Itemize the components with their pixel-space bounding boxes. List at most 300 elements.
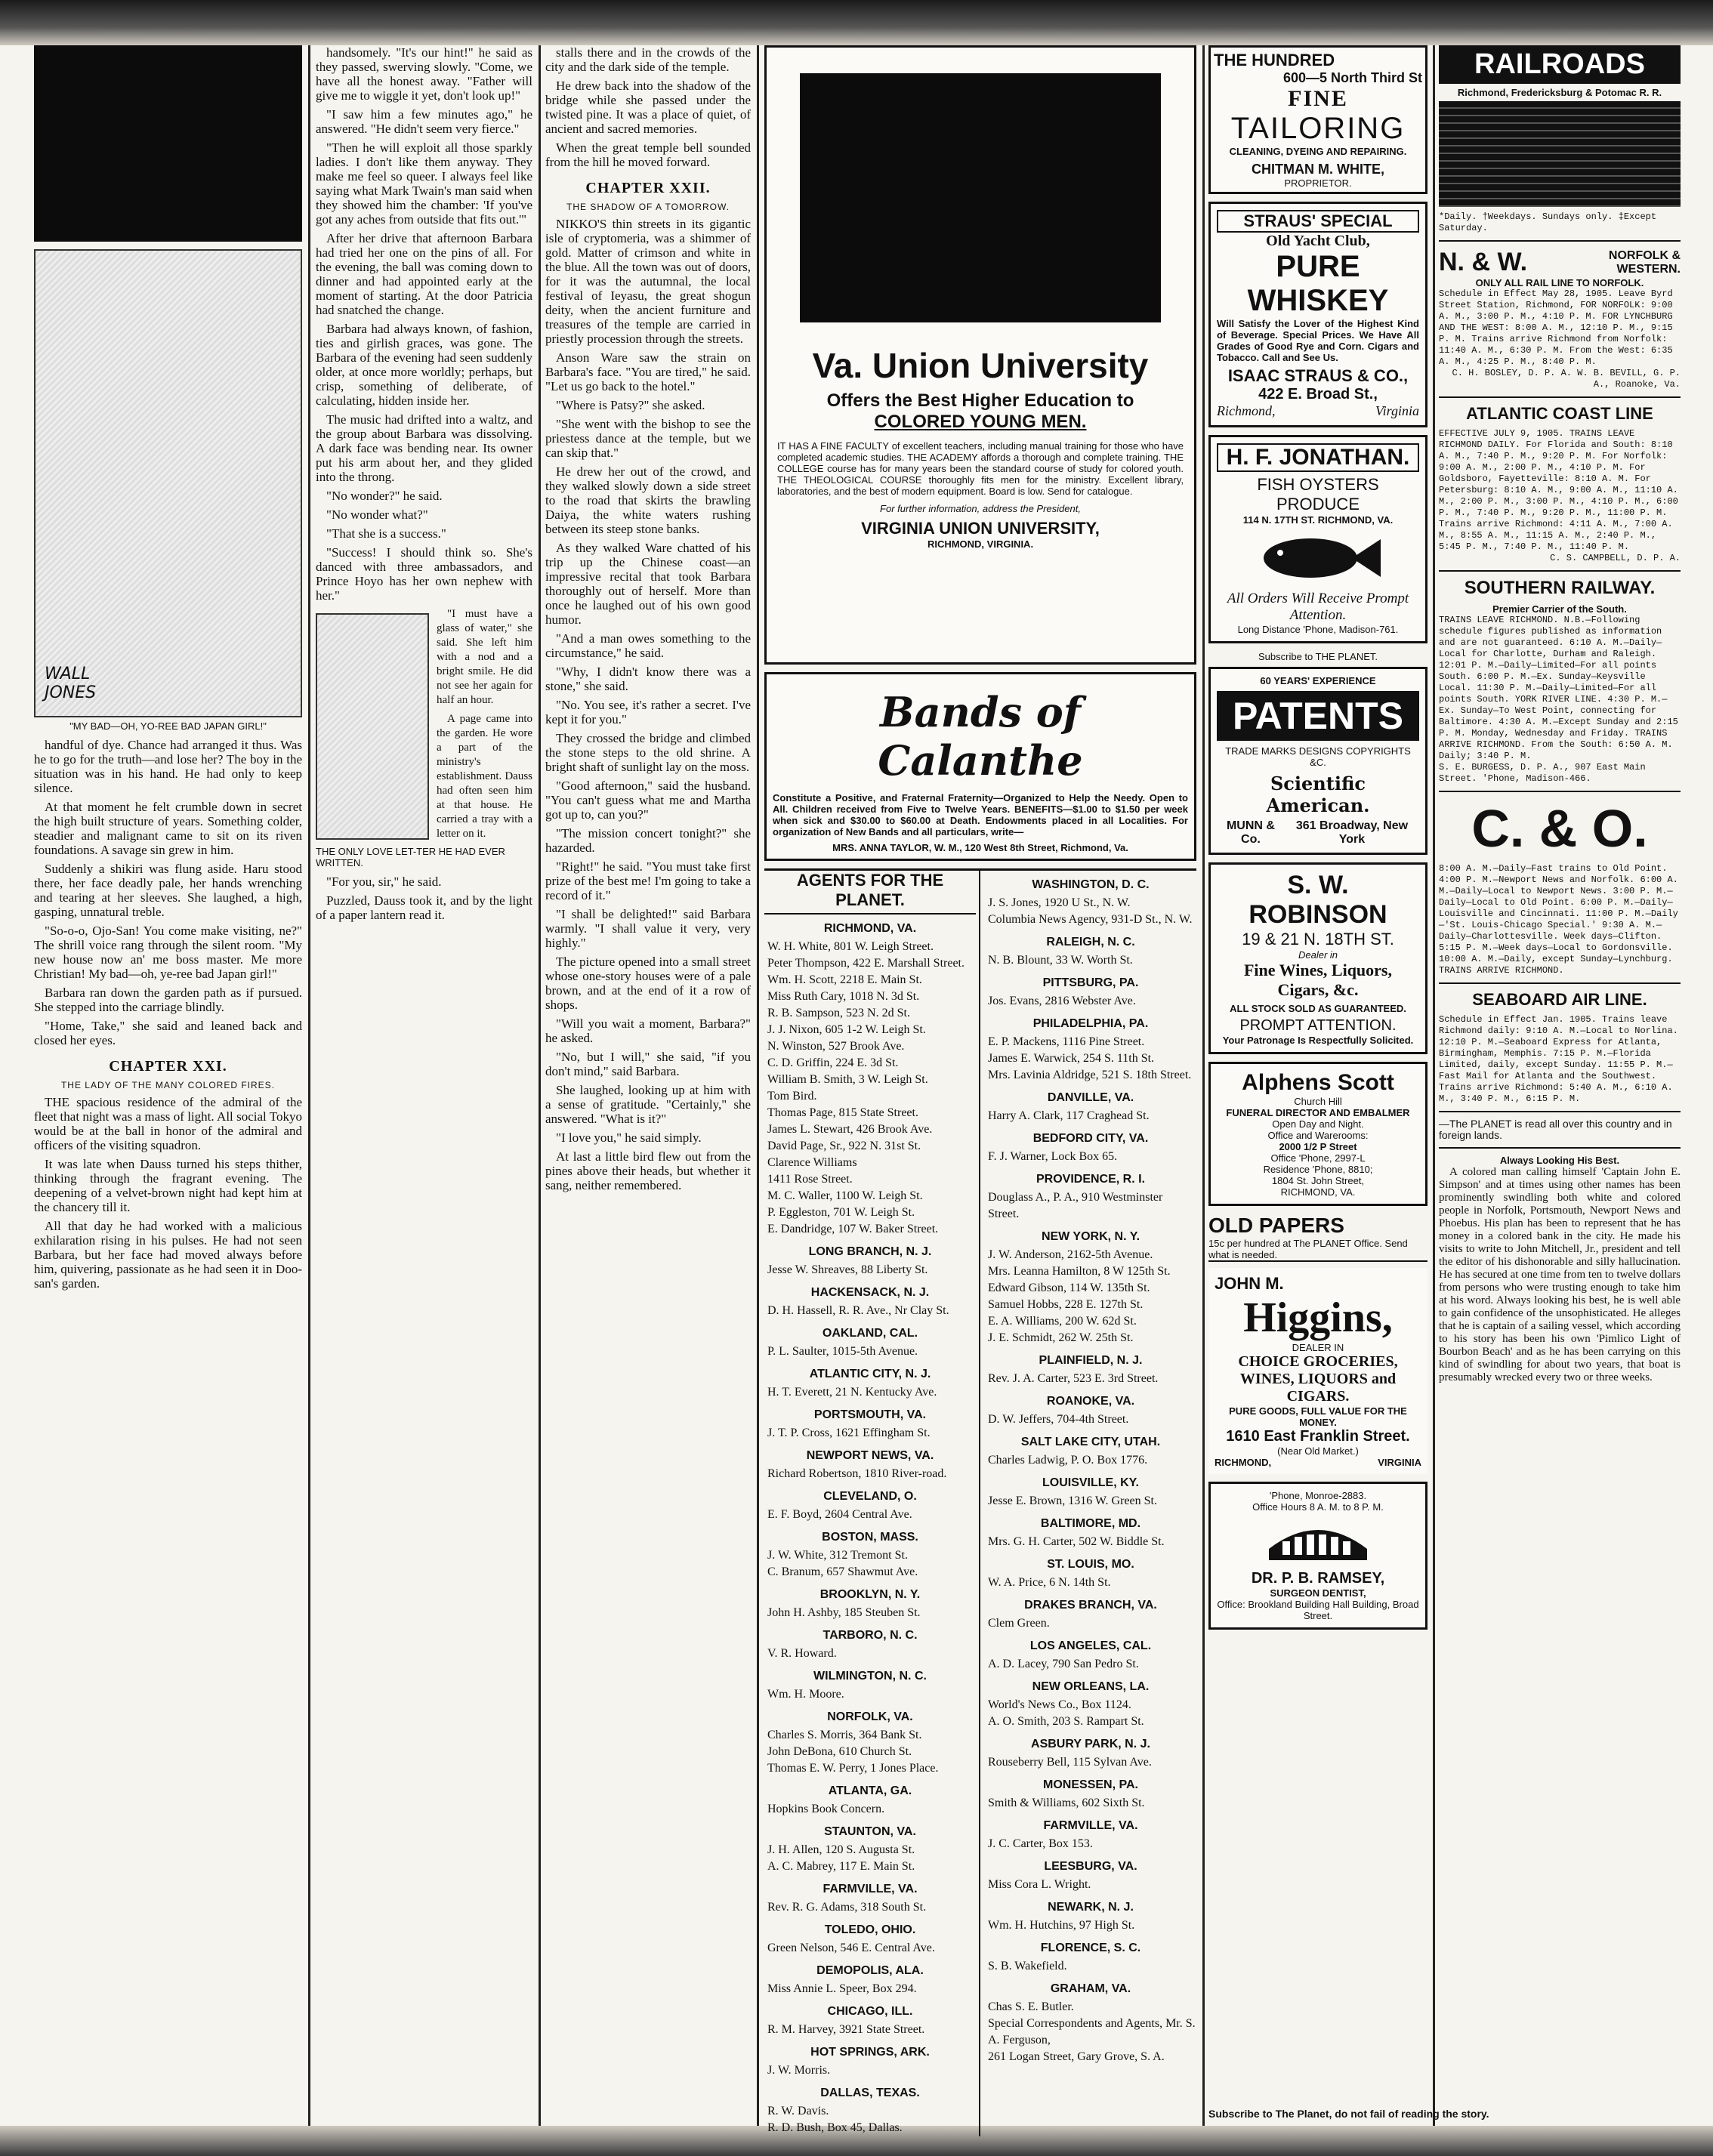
agent-city: DANVILLE, VA. (1047, 1091, 1134, 1104)
southern-sub: Premier Carrier of the South. (1492, 603, 1627, 615)
agent-entry: C. D. Griffin, 224 E. 3d St. (767, 1056, 899, 1069)
paragraph: She laughed, looking up at him with a sense of gratitude. "Certainly," she answered. "What is it?" (545, 1083, 751, 1126)
jonathan-name: H. F. JONATHAN. (1217, 443, 1419, 472)
ad-subtitle-2: COLORED YOUNG MEN. (874, 412, 1087, 432)
agent-city: LOUISVILLE, KY. (1042, 1476, 1139, 1489)
agent-entry: R. B. Sampson, 523 N. 2d St. (767, 1007, 910, 1019)
story-text (545, 217, 751, 1192)
paragraph: "Will you wait a moment, Barbara?" he asked. (545, 1016, 751, 1045)
paragraph: Barbara had always known, of fashion, ties and girlish graces, was gone. The Barbara of the evening had seen suddenly older, at once more worldly; perhaps, but crisp, something of deliberate, of calculating, hidden inside her. (316, 322, 532, 408)
nw-body: Schedule in Effect May 28, 1905. Leave Byrd Street Station, Richmond, FOR NORFOLK: 9:00 A. M., 3:00 P. M., 4:10 P. M. FOR LYNCHBURG AND THE WEST: 8:00 A. M., 12:10 P. M., 9:15 P. M. Trains arrive Richmond from Norfolk: 11:40 A. M., 6:30 P. M. From the West: 6:35 A. M., 4:25 P. M., 8:40 P. M. (1439, 288, 1673, 367)
agent-city: GRAHAM, VA. (1050, 1982, 1131, 1995)
paragraph: "Success! I should think so. She's danced with three ambassadors, and Prince Hoyo has her own nephew with her." (316, 545, 532, 603)
paragraph: It was late when Dauss turned his steps thither, thinking through the fragrant evening. The deepening of a velvet-brown night had kept him at the chancery till it. (34, 1157, 302, 1214)
southern-title: SOUTHERN RAILWAY. (1464, 578, 1656, 598)
paragraph: "I love you," he said simply. (556, 1130, 702, 1145)
robinson-guar: ALL STOCK SOLD AS GUARANTEED. (1230, 1003, 1406, 1014)
illustration-love-letter (316, 613, 429, 840)
illustration-caption: "MY BAD—OH, YO-REE BAD JAPAN GIRL!" (69, 720, 267, 732)
agents-section (764, 868, 1196, 2136)
paragraph: handsomely. "It's our hint!" he said as they passed, swerving slowly. "Come, we have all the honest away. "Father will give me to wiggle it yet, don't look up!" (316, 45, 532, 103)
agent-entry: J. S. Jones, 1920 U St., N. W. (988, 896, 1131, 909)
higgins-near: (Near Old Market.) (1277, 1445, 1359, 1457)
agent-entry: James E. Warwick, 254 S. 11th St. (988, 1052, 1155, 1065)
agent-city: DRAKES BRANCH, VA. (1024, 1599, 1157, 1612)
story-text (34, 1095, 302, 1291)
paragraph: At last a little bird flew out from the pines above their heads, but whether it sang, neither remembered. (545, 1149, 751, 1192)
column-5 (1208, 45, 1428, 2126)
patents-marks: TRADE MARKS DESIGNS COPYRIGHTS &C. (1225, 745, 1411, 768)
agent-city: DALLAS, TEXAS. (820, 2087, 920, 2099)
agent-entry: Mrs. G. H. Carter, 502 W. Biddle St. (988, 1535, 1165, 1548)
agent-city: BOSTON, MASS. (822, 1531, 918, 1544)
agent-city: WASHINGTON, D. C. (1032, 878, 1150, 891)
agent-city: BALTIMORE, MD. (1040, 1517, 1141, 1530)
old-papers-note: 15c per hundred at The PLANET Office. Send what is needed. (1208, 1238, 1408, 1260)
agent-city: ATLANTIC CITY, N. J. (809, 1368, 931, 1380)
agent-entry: E. Dandridge, 107 W. Baker Street. (767, 1223, 939, 1235)
paragraph: "I must have a glass of water," she said. She left him with a nod and a bright smile. He did not see her again for half an hour. (437, 608, 532, 706)
ramsey-dentist-ad (1208, 1482, 1428, 1630)
agent-entry: Harry A. Clark, 117 Craghead St. (988, 1109, 1150, 1122)
co-title: C. & O. (1471, 799, 1648, 858)
agent-city: BROOKLYN, N. Y. (819, 1588, 921, 1601)
agent-city: NORFOLK, VA. (827, 1710, 913, 1723)
straus-city-row (1217, 403, 1419, 419)
agents-right (980, 871, 1196, 2136)
agent-city: OAKLAND, CAL. (822, 1327, 918, 1340)
ramsey-phone: 'Phone, Monroe-2883. (1269, 1490, 1367, 1501)
agent-entry: William B. Smith, 3 W. Leigh St. (767, 1073, 928, 1086)
agents-list (764, 922, 976, 2136)
chapter-heading: CHAPTER XXII. (585, 180, 711, 196)
agent-entry: Special Correspondents and Agents, Mr. S. A. Ferguson, (988, 2017, 1196, 2047)
acl-body: EFFECTIVE JULY 9, 1905. TRAINS LEAVE RICHMOND DAILY. For Florida and South: 8:10 A. M., 7:40 P. M., 9:20 P. M. For Norfolk: 9:00 A. M., 2:00 P. M., 4:10 P. M. For Goldsboro, Fayetteville: 8:10 A. M. For Petersburg: 8:10 A. M., 9:00 A. M., 11:10 A. M., 2:00 P. M., 3:00 P. M., 4:10 P. M., 6:00 P. M., 7:40 P. M., 9:20 P. M., 11:00 P. M. Trains arrive Richmond: 4:11 A. M., 7:00 A. M., 8:55 A. M., 11:15 A. M., 2:40 P. M., 5:45 P. M., 7:40 P. M., 11:40 P. M. (1439, 428, 1678, 552)
agent-entry: D. H. Hassell, R. R. Ave., Nr Clay St. (767, 1304, 949, 1317)
scott-open: Open Day and Night. (1272, 1118, 1364, 1130)
ad-place: RICHMOND, VIRGINIA. (927, 538, 1034, 550)
straus-title: PURE WHISKEY (1247, 250, 1389, 317)
agent-entry: Chas S. E. Butler. (988, 2000, 1074, 2013)
divider (1439, 396, 1681, 398)
agent-city: LONG BRANCH, N. J. (808, 1245, 932, 1258)
robinson-goods: Fine Wines, Liquors, Cigars, &c. (1243, 961, 1392, 999)
higgins-name: Higgins, (1243, 1294, 1393, 1341)
agent-entry: C. Branum, 657 Shawmut Ave. (767, 1565, 918, 1578)
agent-entry: David Page, Sr., 922 N. 31st St. (767, 1140, 921, 1152)
ad-title: Va. Union University (812, 346, 1149, 385)
column-rule (1433, 45, 1435, 2126)
agent-entry: Wm. H. Hutchins, 97 High St. (988, 1919, 1135, 1932)
column-4 (764, 45, 1196, 2134)
agent-entry: Douglass A., P. A., 910 Westminster Street. (988, 1191, 1163, 1220)
seaboard-body: Schedule in Effect Jan. 1905. Trains leave Richmond daily: 9:10 A. M.—Local to Norlina. 12:10 P. M.—Seaboard Express for Atlanta, Birmingham, Memphis. 7:15 P. M.—Florida Limited, daily, except Sunday. 11:55 P. M.—Fast Mail for Atlanta and the Southwest. Trains arrive Richmond: 5:40 A. M., 6:10 A. M., 3:40 P. M., 6:15 P. M. (1439, 1014, 1678, 1104)
paragraph: "No wonder what?" (326, 507, 428, 522)
ad-footer: For further information, address the President, (880, 503, 1081, 514)
agent-entry: Miss Ruth Cary, 1018 N. 3d St. (767, 990, 920, 1003)
agent-city: LOS ANGELES, CAL. (1029, 1639, 1152, 1652)
agent-entry: J. T. P. Cross, 1621 Effingham St. (767, 1427, 931, 1439)
higgins-title: CHOICE GROCERIES, WINES, LIQUORS and CIGARS. (1238, 1353, 1398, 1405)
column-3 (545, 45, 751, 2126)
planet-note: —The PLANET is read all over this country and in foreign lands. (1439, 1118, 1672, 1141)
paragraph: THE spacious residence of the admiral of the fleet that night was a mass of light. All social Tokyo would be at the ball in honor of the admiral and officers of the visiting squadron. (34, 1095, 302, 1152)
paragraph: After her drive that afternoon Barbara had tried her one on the pins of all. For the evening, the ball was coming down to dinner and had appointed early at the moment of starting. At the door Patricia had snatched the change. (316, 231, 532, 317)
paragraph: As they walked Ware chatted of his trip up the Chinese coast—an impressive recital that took Barbara thoroughly out of herself. More than once he laughed out of his own good humor. (545, 541, 751, 627)
paragraph: Suddenly a shikiri was flung aside. Haru stood there, her face deadly pale, her hands wrenching and tearing at her sleeves. She laughed, a high, gasping, unnatural treble. (34, 862, 302, 919)
agent-entry: Tom Bird. (767, 1090, 817, 1103)
agent-entry: A. O. Smith, 203 S. Rampart St. (988, 1715, 1144, 1728)
agent-entry: F. J. Warner, Lock Box 65. (988, 1150, 1118, 1163)
blacked-out-masthead (34, 45, 302, 242)
higgins-first: JOHN M. (1215, 1274, 1284, 1293)
paragraph: "Where is Patsy?" she asked. (556, 398, 705, 412)
seaboard-title: SEABOARD AIR LINE. (1472, 990, 1647, 1009)
straus-name: ISAAC STRAUS & CO., (1227, 366, 1409, 385)
divider (1439, 1147, 1681, 1149)
agent-city: LEESBURG, VA. (1044, 1860, 1137, 1873)
tailoring-ad (1208, 45, 1428, 194)
agent-entry: J. W. White, 312 Tremont St. (767, 1549, 908, 1562)
agent-city: NEWARK, N. J. (1048, 1901, 1134, 1914)
agent-entry: 1411 Rose Street. (767, 1173, 853, 1186)
top-edge (0, 0, 1713, 45)
paragraph: NIKKO'S thin streets in its gigantic isle of cryptomeria, was a shimmer of gold. Matter of crimson and white in the blue. All the town was out of doors, for it was the autumnal, the local festival of Ieyasu, the great shogun deity, when the ancient furniture and treasures of the temple are carried in priestly procession through the streets. (545, 217, 751, 346)
higgins-city: RICHMOND, (1215, 1457, 1272, 1468)
agent-city: NEW YORK, N. Y. (1041, 1230, 1140, 1243)
paragraph: The music had drifted into a waltz, and the group about Barbara was dissolving. A dark face was bending near. Its owner put his arm about her, and they glided into the throng. (316, 412, 532, 484)
agent-entry: J. W. Morris. (767, 2064, 831, 2077)
column-rule (757, 45, 759, 2126)
agent-city: TARBORO, N. C. (823, 1629, 918, 1642)
agent-entry: 261 Logan Street, Gary Grove, S. A. (988, 2050, 1165, 2063)
patents-sci: Scientific American. (1266, 773, 1370, 816)
tailor-fine: FINE (1288, 86, 1348, 111)
agent-entry: Columbia News Agency, 931-D St., N. W. (988, 913, 1193, 926)
agent-entry: R. W. Davis. (767, 2105, 829, 2117)
agent-entry: John H. Ashby, 185 Steuben St. (767, 1606, 921, 1619)
paragraph: All that day he had worked with a malicious exhilaration rising in his pulses. He had not seen Barbara, but her face had moved always before him, quivering, passionate as he had seen it in Doo-san's garden. (34, 1219, 302, 1291)
paragraph: "I shall be delighted!" said Barbara warmly. "I shall value it very, very highly." (545, 907, 751, 950)
agent-city: ROANOKE, VA. (1046, 1395, 1135, 1408)
ad-title: Bands of Calanthe (878, 688, 1083, 785)
agent-entry: Miss Cora L. Wright. (988, 1878, 1091, 1891)
agent-entry: Mrs. Leanna Hamilton, 8 W 125th St. (988, 1265, 1171, 1278)
divider (1439, 570, 1681, 572)
agents-left (764, 871, 980, 2136)
ramsey-addr: Office: Brookland Building Hall Building, Broad Street. (1217, 1599, 1419, 1621)
column-rule (539, 45, 541, 2126)
agent-entry: R. D. Bush, Box 45, Dallas. (767, 2121, 903, 2134)
agent-city: ST. LOUIS, MO. (1047, 1558, 1134, 1571)
rr-sub: Richmond, Fredericksburg & Potomac R. R. (1457, 87, 1662, 98)
paragraph: "Right!" he said. "You must take first prize of the best me! I'm going to take a record of it." (545, 859, 751, 902)
tailor-name: THE HUNDRED (1214, 51, 1335, 69)
paragraph: "Why, I didn't know there was a stone," she said. (545, 665, 751, 693)
scott-city: RICHMOND, VA. (1280, 1186, 1356, 1198)
tailor-prop-title: PROPRIETOR. (1284, 177, 1352, 189)
agent-entry: A. C. Mabrey, 117 E. Main St. (767, 1860, 915, 1873)
acl-sign: C. S. CAMPBELL, D. P. A. (1550, 553, 1681, 563)
robinson-ad (1208, 862, 1428, 1054)
jonathan-line: FISH OYSTERS PRODUCE (1257, 475, 1379, 514)
agent-city: NEW ORLEANS, LA. (1032, 1680, 1150, 1693)
agent-entry: J. E. Schmidt, 262 W. 25th St. (988, 1331, 1134, 1344)
agent-entry: Jesse W. Shreaves, 88 Liberty St. (767, 1263, 928, 1276)
straus-city: Richmond, (1217, 403, 1276, 418)
robinson-addr: 19 & 21 N. 18TH ST. (1242, 930, 1394, 948)
old-papers-notice (1208, 1214, 1428, 1262)
agent-city: HOT SPRINGS, ARK. (810, 2046, 930, 2059)
higgins-pure: PURE GOODS, FULL VALUE FOR THE MONEY. (1229, 1405, 1407, 1428)
agent-entry: Charles Ladwig, P. O. Box 1776. (988, 1454, 1148, 1467)
footer-note: Subscribe to The Planet, do not fail of reading the story. (1208, 2108, 1489, 2120)
jonathan-fish-ad (1208, 435, 1428, 643)
column-rule (308, 45, 310, 2126)
column-2 (316, 45, 532, 2126)
nw-only: ONLY ALL RAIL LINE TO NORFOLK. (1475, 277, 1644, 288)
straus-club: Old Yacht Club, (1266, 233, 1370, 249)
agent-entry: D. W. Jeffers, 704-4th Street. (988, 1413, 1129, 1426)
paragraph: The picture opened into a small street whose one-story houses were of a pale brown, and at the end of it a row of shops. (545, 955, 751, 1012)
paragraph: "That she is a success." (326, 526, 446, 541)
agent-city: BEDFORD CITY, VA. (1032, 1132, 1149, 1145)
va-union-university-ad (764, 45, 1196, 665)
agent-entry: Richard Robertson, 1810 River-road. (767, 1467, 947, 1480)
agent-entry: Clem Green. (988, 1617, 1050, 1630)
southern-sign: S. E. BURGESS, D. P. A., 907 East Main Street. 'Phone, Madison-466. (1439, 762, 1646, 784)
story-text (545, 45, 751, 169)
agent-entry: V. R. Howard. (767, 1647, 837, 1660)
agent-city: WILMINGTON, N. C. (813, 1670, 927, 1683)
paragraph: "Home, Take," she said and leaned back and closed her eyes. (34, 1019, 302, 1047)
ad-body: IT HAS A FINE FACULTY of excellent teachers, including manual training for those who have completed academic studies. THE ACADEMY affords a thorough and complete training. THE COLLEGE course has for many years been the standard course of study for colored youth. THE THEOLOGICAL COURSE thoroughly fits men for the ministry. Excellent library, laboratories, and the best of modern equipment. Board is low. Send for catalogue. (777, 440, 1184, 497)
robinson-dealer: Dealer in (1298, 949, 1338, 961)
agent-city: FLORENCE, S. C. (1040, 1942, 1141, 1954)
agent-entry: W. H. White, 801 W. Leigh Street. (767, 940, 934, 953)
straus-head: STRAUS' SPECIAL (1217, 210, 1419, 233)
agent-entry: Miss Annie L. Speer, Box 294. (767, 1982, 917, 1995)
agent-entry: Rev. R. G. Adams, 318 South St. (767, 1901, 927, 1914)
agent-entry: N. B. Blount, 33 W. Worth St. (988, 954, 1133, 967)
agents-list (985, 878, 1196, 2065)
nw-sign: C. H. BOSLEY, D. P. A. W. B. BEVILL, G. P. A., Roanoke, Va. (1452, 368, 1681, 390)
paragraph: He drew her out of the crowd, and they walked slowly down a side street to the road that skirts the brawling Daiya, the white waters rushing between its steep stone banks. (545, 464, 751, 536)
scott-office: Office and Warerooms: (1267, 1130, 1369, 1141)
scott-title: FUNERAL DIRECTOR AND EMBALMER (1226, 1107, 1410, 1118)
ad-contact: MRS. ANNA TAYLOR, W. M., 120 West 8th Street, Richmond, Va. (832, 842, 1128, 853)
paragraph: "And a man owes something to the circumstance," he said. (545, 631, 751, 660)
patents-munn-row (1217, 819, 1419, 847)
agent-entry: J. W. Anderson, 2162-5th Avenue. (988, 1248, 1153, 1261)
higgins-dealer: DEALER IN (1292, 1342, 1344, 1353)
artist-signature: WALL JONES (45, 665, 97, 702)
divider (1439, 240, 1681, 242)
paragraph: "Then he will exploit all those sparkly ladies. I don't like them anyway. They make me feel so queer. I always feel like saying what Mark Twain's man said when they showed him the chamber: 'If you've got any aches from outside that fits out.'" (316, 140, 532, 227)
paragraph: When the great temple bell sounded from the hill he moved forward. (545, 140, 751, 169)
agent-entry: Hopkins Book Concern. (767, 1803, 885, 1815)
agent-entry: Wm. H. Moore. (767, 1688, 844, 1701)
agent-entry: N. Winston, 527 Brook Ave. (767, 1040, 905, 1053)
scott-phone: Office 'Phone, 2997-L (1270, 1152, 1366, 1164)
tailor-sub: CLEANING, DYEING AND REPAIRING. (1229, 146, 1407, 157)
agent-city: FARMVILLE, VA. (1043, 1819, 1138, 1832)
patents-ad (1208, 667, 1428, 855)
paragraph: "No wonder?" he said. (326, 489, 443, 503)
agent-entry: James L. Stewart, 426 Brook Ave. (767, 1123, 933, 1136)
story-text (1439, 1166, 1681, 1384)
agent-entry: Samuel Hobbs, 228 E. 127th St. (988, 1298, 1144, 1311)
bands-of-calanthe-ad (764, 672, 1196, 861)
agent-city: DEMOPOLIS, ALA. (816, 1964, 924, 1977)
story-text (316, 45, 532, 603)
patents-ny: 361 Broadway, New York (1295, 819, 1409, 846)
subscribe-note: Subscribe to THE PLANET. (1258, 651, 1378, 662)
agent-entry: E. P. Mackens, 1116 Pine Street. (988, 1035, 1145, 1048)
agent-entry: J. J. Nixon, 605 1-2 W. Leigh St. (767, 1023, 926, 1036)
agent-city: HACKENSACK, N. J. (810, 1286, 930, 1299)
agent-entry: R. M. Harvey, 3921 State Street. (767, 2023, 925, 2036)
agent-entry: Charles S. Morris, 364 Bank St. (767, 1729, 922, 1741)
paragraph: "No, but I will," she said, "if you don't mind," said Barbara. (545, 1050, 751, 1078)
tailor-address: 600—5 North Third St (1282, 70, 1422, 85)
ramsey-title: SURGEON DENTIST, (1270, 1587, 1366, 1599)
agent-entry: J. H. Allen, 120 S. Augusta St. (767, 1843, 915, 1856)
straus-whiskey-ad (1208, 202, 1428, 427)
agent-city: RALEIGH, N. C. (1046, 936, 1135, 948)
agent-city: FARMVILLE, VA. (823, 1883, 918, 1895)
agent-entry: Mrs. Lavinia Aldridge, 521 S. 18th Street. (988, 1069, 1192, 1081)
agent-city: PHILADELPHIA, PA. (1032, 1017, 1149, 1030)
agents-title: AGENTS FOR THE PLANET. (764, 871, 976, 915)
agent-entry: Wm. H. Scott, 2218 E. Main St. (767, 973, 922, 986)
paragraph: "I saw him a few minutes ago," he answered. "He didn't seem very fierce." (316, 107, 532, 136)
scott-addr1: 2000 1/2 P Street (1279, 1141, 1357, 1152)
paragraph: "So-o-o, Ojo-San! You come make visiting, ne?" The shrill voice rang through the silent room. "My new house now an' me boss master. Me more Christian! My bad—oh, ye-ree bad Japan girl!" (34, 924, 302, 981)
paragraph: Puzzled, Dauss took it, and by the light of a paper lantern read it. (316, 893, 532, 922)
blacked-out-photo (800, 73, 1161, 322)
southern-body: TRAINS LEAVE RICHMOND. N.B.—Following schedule figures published as information and are not guaranteed. 6:10 A. M.—Daily—Local for Charlotte, Durham and Raleigh. 12:01 P. M.—Daily—Limited—For all points South. 6:00 P. M.—Ex. Sunday—Keysville Local. 11:30 P. M.—Daily—Limited—For all points South. YORK RIVER LINE. 4:30 P. M.—Ex. Sunday—To West Point, connecting for Baltimore. 4:30 A. M.—Except Sunday and 2:15 P. M. Monday, Wednesday and Friday. TRAINS ARRIVE RICHMOND. From the South: 6:50 A. M. Daily; 3:40 P. M. (1439, 615, 1678, 761)
agent-entry: S. B. Wakefield. (988, 1960, 1067, 1972)
agent-city: CLEVELAND, O. (823, 1490, 917, 1503)
higgins-city-row (1215, 1457, 1421, 1468)
agent-entry: J. C. Carter, Box 153. (988, 1837, 1093, 1850)
agent-city: PORTSMOUTH, VA. (813, 1408, 927, 1421)
agent-city: NEWPORT NEWS, VA. (806, 1449, 934, 1462)
agent-entry: Green Nelson, 546 E. Central Ave. (767, 1942, 935, 1954)
agent-entry: Edward Gibson, 114 W. 135th St. (988, 1282, 1150, 1294)
agent-entry: P. Eggleston, 701 W. Leigh St. (767, 1206, 915, 1219)
agent-city: TOLEDO, OHIO. (824, 1923, 916, 1936)
paragraph: "No. You see, it's rather a secret. I've kept it for you." (545, 698, 751, 726)
fish-icon (1254, 532, 1382, 584)
scott-res: Residence 'Phone, 8810; (1263, 1164, 1373, 1175)
agent-city: PITTSBURG, PA. (1042, 976, 1139, 989)
higgins-groceries-ad (1208, 1268, 1428, 1474)
scott-hill: Church Hill (1294, 1096, 1342, 1107)
straus-addr: 422 E. Broad St., (1258, 386, 1378, 403)
ramsey-name: DR. P. B. RAMSEY, (1251, 1570, 1385, 1587)
agent-city: CHICAGO, ILL. (827, 2005, 913, 2018)
agent-city: PROVIDENCE, R. I. (1036, 1173, 1146, 1186)
chapter-subheading: THE LADY OF THE MANY COLORED FIRES. (60, 1080, 276, 1090)
agent-entry: Thomas Page, 815 State Street. (767, 1106, 918, 1119)
old-papers-title: OLD PAPERS (1208, 1214, 1344, 1237)
divider (1439, 791, 1681, 792)
tailor-prop: CHITMAN M. WHITE, (1252, 162, 1384, 177)
ad-subtitle: Offers the Best Higher Education to (826, 390, 1134, 411)
agent-entry: John DeBona, 610 Church St. (767, 1745, 912, 1758)
nw-sub: NORFOLK & WESTERN. (1608, 248, 1681, 276)
agent-entry: Jos. Evans, 2816 Webster Ave. (988, 995, 1136, 1007)
always-heading: Always Looking His Best. (1499, 1155, 1620, 1166)
robinson-name: S. W. ROBINSON (1248, 871, 1387, 929)
timetable-block (1439, 101, 1681, 207)
agent-city: PLAINFIELD, N. J. (1039, 1354, 1143, 1367)
paragraph: "For you, sir," he said. (326, 874, 442, 889)
agent-entry: Rouseberry Bell, 115 Sylvan Ave. (988, 1756, 1152, 1769)
railroads-title: RAILROADS (1439, 45, 1681, 84)
agent-entry: Rev. J. A. Carter, 523 E. 3rd Street. (988, 1372, 1159, 1385)
agent-entry: E. F. Boyd, 2604 Central Ave. (767, 1508, 912, 1521)
paragraph: At that moment he felt crumble down in secret the high built structure of years. Something colder, steadier and malignant came to sit on its riven foundations. A savage sin grew in him. (34, 800, 302, 857)
agent-entry: A. D. Lacey, 790 San Pedro St. (988, 1658, 1139, 1670)
scott-funeral-ad (1208, 1062, 1428, 1206)
illustration-caption: THE ONLY LOVE LET-TER HE HAD EVER WRITTEN. (316, 846, 505, 868)
agent-entry: Smith & Williams, 602 Sixth St. (988, 1797, 1145, 1809)
paragraph: stalls there and in the crowds of the city and the dark side of the temple. (545, 45, 751, 74)
nw-header (1439, 248, 1681, 277)
jonathan-phone: Long Distance 'Phone, Madison-761. (1237, 624, 1399, 635)
agent-entry: M. C. Waller, 1100 W. Leigh St. (767, 1189, 923, 1202)
patents-munn: MUNN & Co. (1226, 819, 1275, 846)
scott-addr2: 1804 St. John Street, (1271, 1175, 1365, 1186)
agent-entry: H. T. Everett, 21 N. Kentucky Ave. (767, 1386, 937, 1399)
agent-entry: Clarence Williams (767, 1156, 857, 1169)
footer-strip (1208, 2108, 1677, 2120)
straus-state: Virginia (1375, 403, 1419, 418)
robinson-patron: Your Patronage Is Respectfully Solicited. (1222, 1035, 1414, 1046)
paragraph: He drew back into the shadow of the bridge while she passed under the twisted pine. It was a place of quiet, of ancient and sacred memories. (545, 79, 751, 136)
column-6 (1439, 45, 1681, 2126)
paragraph: handful of dye. Chance had arranged it thus. Was he to go for the truth—and lose her? The boy in the situation was in his hand. He had only to keep silence. (34, 738, 302, 795)
paragraph: "Good afternoon," said the husband. "You can't guess what me and Martha got up to, can you?" (545, 779, 751, 822)
paragraph: Barbara ran down the garden path as if pursued. She stepped into the carriage blindly. (34, 985, 302, 1014)
paragraph: Anson Ware saw the strain on Barbara's face. "You are tired," he said. "Let us go back to the hotel." (545, 350, 751, 393)
agent-entry: World's News Co., Box 1124. (988, 1698, 1131, 1711)
story-text (34, 738, 302, 1047)
agent-entry: E. A. Williams, 200 W. 62d St. (988, 1315, 1137, 1328)
agent-entry: Peter Thompson, 422 E. Marshall Street. (767, 957, 965, 970)
story-text (316, 874, 532, 922)
agent-city: RICHMOND, VA. (823, 922, 917, 935)
agent-city: STAUNTON, VA. (824, 1825, 916, 1838)
chapter-heading: CHAPTER XXI. (109, 1058, 227, 1075)
acl-title: ATLANTIC COAST LINE (1466, 404, 1653, 423)
jonathan-addr: 114 N. 17TH ST. RICHMOND, VA. (1242, 514, 1394, 526)
ad-name: VIRGINIA UNION UNIVERSITY, (861, 519, 1100, 538)
divider (1439, 1111, 1681, 1112)
straus-body: Will Satisfy the Lover of the Highest Kind of Beverage. Special Prices. We Have All Grades of Good Rye and Corn. Cigars and Tobacco. Call and See Us. (1217, 318, 1419, 363)
agent-city: MONESSEN, PA. (1043, 1778, 1138, 1791)
paragraph: They crossed the bridge and climbed the stone steps to the old shrine. A bright shaft of sunlight lay on the moss. (545, 731, 751, 774)
rr-note: *Daily. †Weekdays. Sundays only. ‡Except Saturday. (1439, 211, 1657, 233)
higgins-state: VIRGINIA (1378, 1457, 1421, 1468)
chapter-subheading: THE SHADOW OF A TOMORROW. (566, 202, 730, 212)
higgins-addr: 1610 East Franklin Street. (1226, 1428, 1410, 1445)
agent-entry: Thomas E. W. Perry, 1 Jones Place. (767, 1762, 939, 1775)
paragraph: "She went with the bishop to see the priestess dance at the temple, but we can skip that." (545, 417, 751, 460)
